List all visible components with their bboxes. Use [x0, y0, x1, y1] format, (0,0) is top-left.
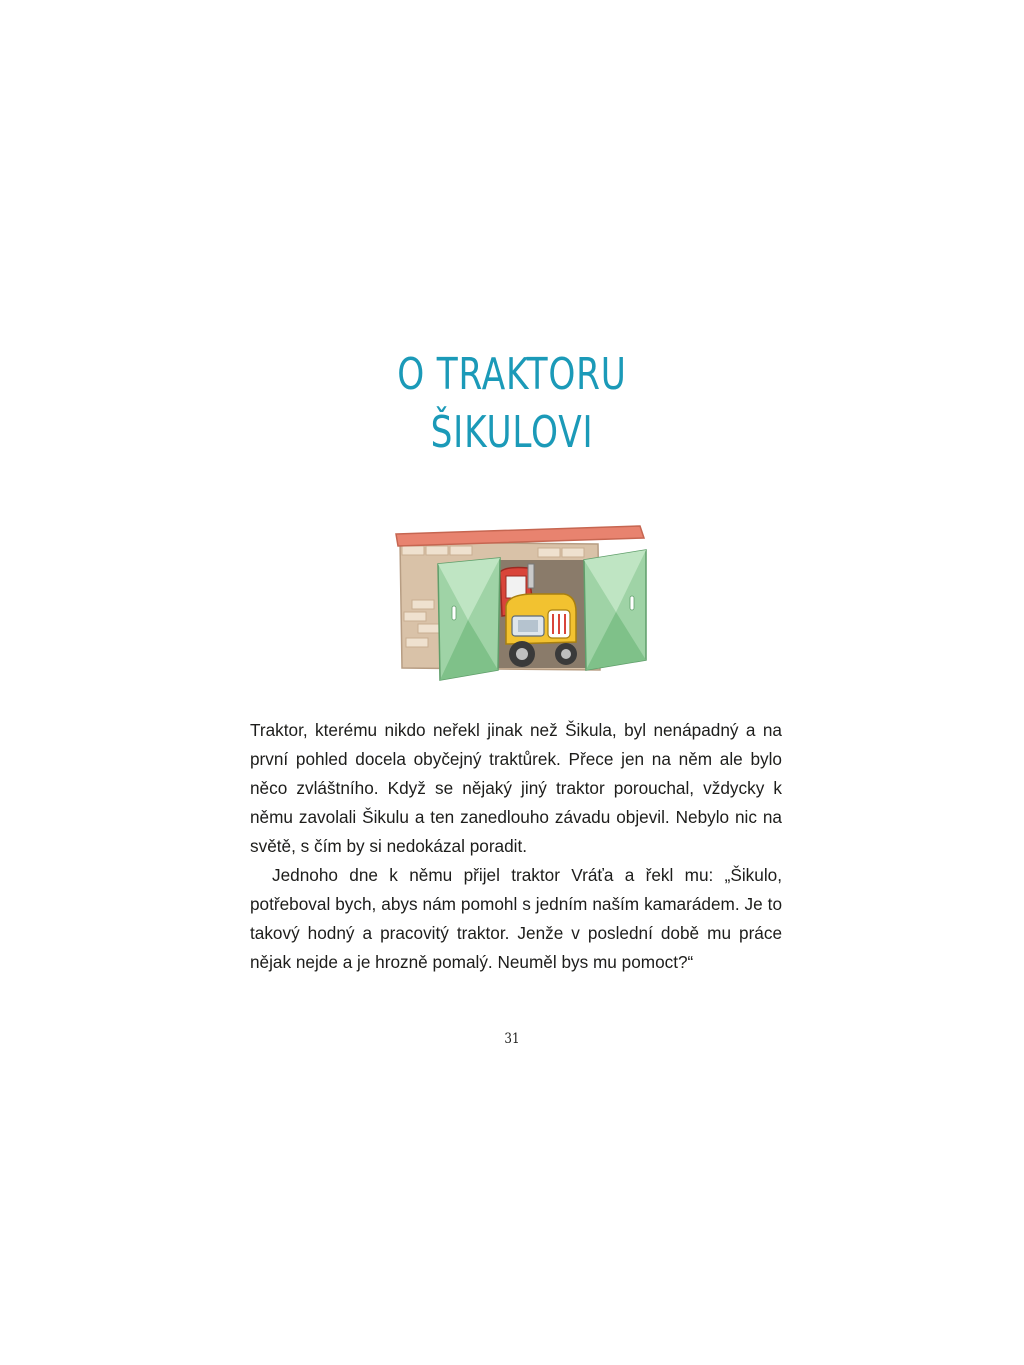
page-number: 31 — [504, 1031, 520, 1047]
chapter-title-line-1: O TRAKTORU — [397, 349, 627, 400]
story-text — [250, 716, 782, 977]
chapter-title — [113, 346, 912, 462]
garage-with-tractor-icon — [388, 520, 650, 682]
paragraph-2: Jednoho dne k němu přijel traktor Vráťa a řekl mu: „Šikulo, potřeboval bych, abys nám pomohl s jedním naším kamarádem. Je to takový hodný a pracovitý traktor. Jenže v poslední době mu práce nějak nejde a je hrozně pomalý. Neuměl bys mu pomoct?“ — [250, 865, 782, 972]
paragraph-1: Traktor, kterému nikdo neřekl jinak než Šikula, byl nenápadný a na první pohled docela obyčejný traktůrek. Přece jen na něm ale bylo něco zvláštního. Když se nějaký jiný traktor porouchal, vždycky k němu zavolali Šikulu a ten zanedlouho závadu objevil. Nebylo nic na světě, s čím by si nedokázal poradit. — [250, 720, 782, 856]
chapter-title-line-2: ŠIKULOVI — [430, 407, 594, 458]
